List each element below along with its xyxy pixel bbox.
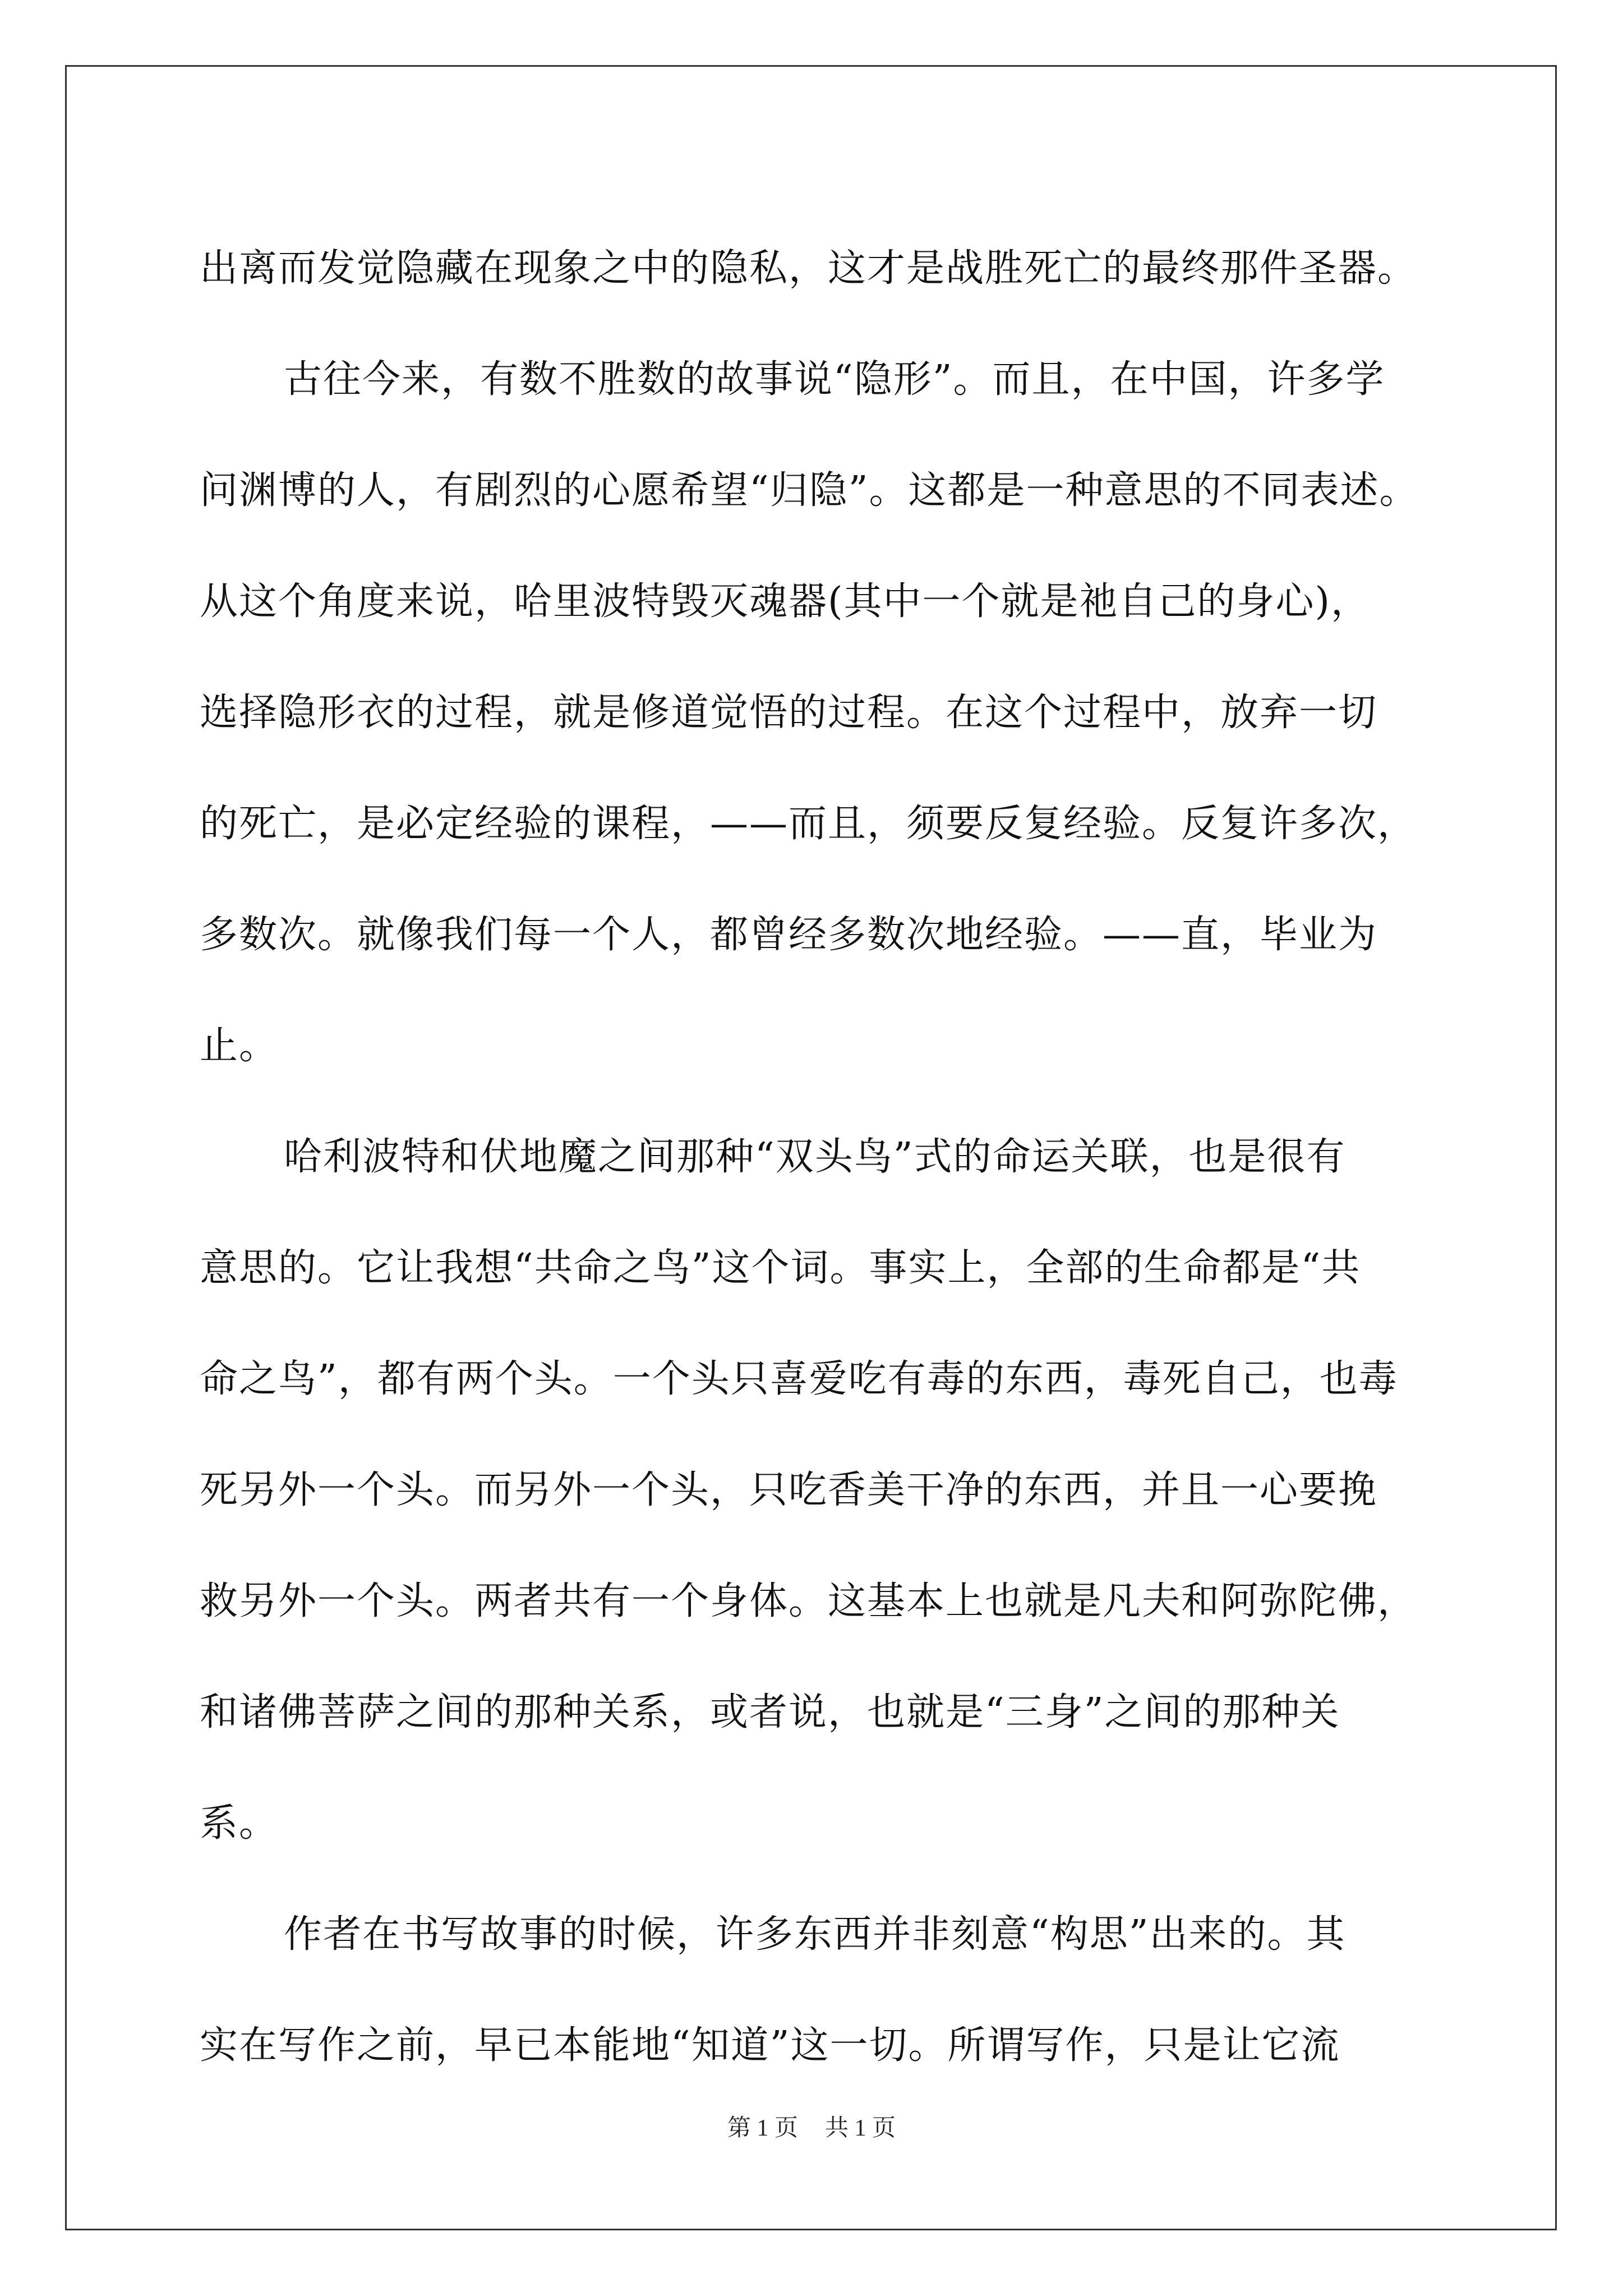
text-line: 系。 bbox=[200, 1801, 279, 1846]
text-line: 出离而发觉隐藏在现象之中的隐私，这才是战胜死亡的最终那件圣器。 bbox=[200, 246, 1417, 291]
text-line: 和诸佛菩萨之间的那种关系，或者说，也就是“三身”之间的那种关 bbox=[200, 1690, 1340, 1734]
text-line: 问渊博的人，有剧烈的心愿希望“归隐”。这都是一种意思的不同表述。 bbox=[200, 468, 1419, 513]
text-line: 死另外一个头。而另外一个头，只吃香美干净的东西，并且一心要挽 bbox=[200, 1468, 1378, 1512]
text-line: 意思的。它让我想“共命之鸟”这个词。事实上，全部的生命都是“共 bbox=[200, 1246, 1361, 1290]
text-line: 实在写作之前，早已本能地“知道”这一切。所谓写作，只是让它流 bbox=[200, 2023, 1340, 2068]
text-line: 多数次。就像我们每一个人，都曾经多数次地经验。——直，毕业为 bbox=[200, 913, 1378, 957]
text-line: 作者在书写故事的时候，许多东西并非刻意“构思”出来的。其 bbox=[284, 1912, 1346, 1957]
text-line: 止。 bbox=[200, 1024, 279, 1068]
text-line: 从这个角度来说，哈里波特毁灭魂器(其中一个就是祂自己的身心)， bbox=[200, 579, 1371, 624]
page-number: 第 1 页 bbox=[727, 2115, 798, 2141]
text-line: 命之鸟”，都有两个头。一个头只喜爱吃有毒的东西，毒死自己，也毒 bbox=[200, 1357, 1398, 1401]
text-line: 的死亡，是必定经验的课程，——而且，须要反复经验。反复许多次， bbox=[200, 802, 1417, 846]
page-footer bbox=[0, 2109, 1623, 2143]
page-total: 共 1 页 bbox=[825, 2115, 896, 2141]
text-line: 哈利波特和伏地魔之间那种“双头鸟”式的命运关联，也是很有 bbox=[284, 1135, 1346, 1179]
text-line: 选择隐形衣的过程，就是修道觉悟的过程。在这个过程中，放弃一切 bbox=[200, 691, 1378, 735]
document-body bbox=[200, 213, 1428, 2101]
text-line: 古往今来，有数不胜数的故事说“隐形”。而且，在中国，许多学 bbox=[284, 357, 1385, 402]
text-line: 救另外一个头。两者共有一个身体。这基本上也就是凡夫和阿弥陀佛， bbox=[200, 1579, 1417, 1623]
